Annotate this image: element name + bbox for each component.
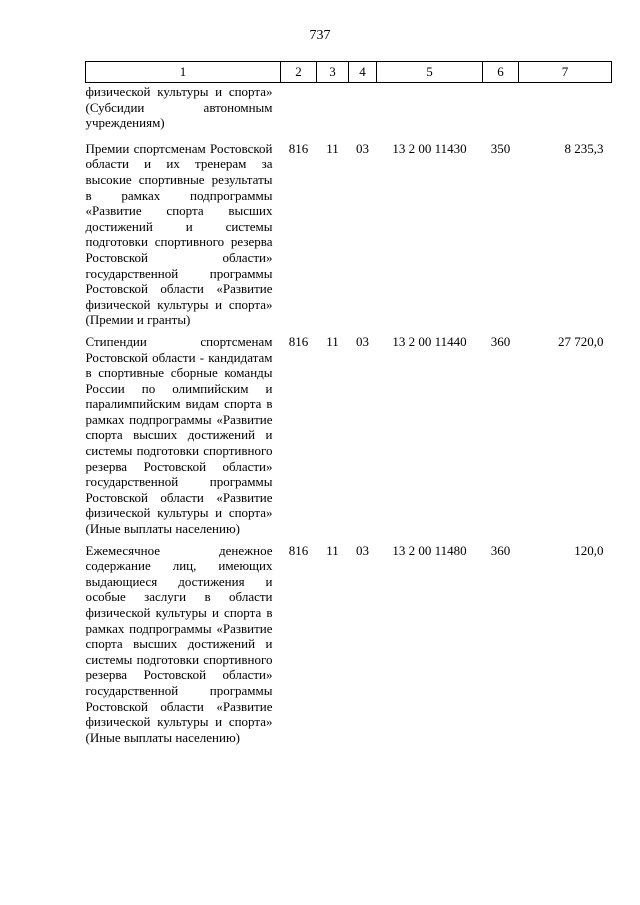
row-ministry-code xyxy=(281,83,317,139)
row-target-article xyxy=(377,83,483,139)
row-section xyxy=(317,83,349,139)
row-description: Ежемесячное денежное содержание лиц, имеющих выдающиеся достижения и особые заслуги в области физической культуры и спорта в рамках подпрограммы «Развитие спорта высших достижений и системы подготовки спортивного резерва Ростовской области» государственной программы Ростовской области «Развитие физической культуры и спорта» (Иные выплаты населению) xyxy=(85,542,273,745)
table-row xyxy=(86,83,612,139)
header-col-1: 1 xyxy=(86,62,281,83)
row-amount: 27 720,0 xyxy=(558,333,604,349)
row-amount xyxy=(519,83,612,139)
row-target-article: 13 2 00 11440 xyxy=(392,333,467,349)
row-section: 11 xyxy=(326,333,339,349)
header-row xyxy=(86,62,612,83)
table-header xyxy=(86,62,612,83)
row-amount: 8 235,3 xyxy=(564,140,604,156)
row-expense-type: 360 xyxy=(490,333,511,349)
header-col-4: 4 xyxy=(349,62,377,83)
row-section: 11 xyxy=(326,140,339,156)
row-subsection: 03 xyxy=(356,140,369,156)
header-col-7: 7 xyxy=(519,62,612,83)
table-row xyxy=(86,139,612,332)
header-col-2: 2 xyxy=(281,62,317,83)
header-col-6: 6 xyxy=(483,62,519,83)
table-row xyxy=(86,541,612,750)
page-number: 737 xyxy=(309,28,331,43)
row-expense-type: 360 xyxy=(490,542,511,558)
row-ministry-code: 816 xyxy=(288,542,309,558)
row-target-article: 13 2 00 11430 xyxy=(392,140,467,156)
row-section: 11 xyxy=(326,542,339,558)
row-ministry-code: 816 xyxy=(288,333,309,349)
budget-table xyxy=(85,61,612,749)
row-amount: 120,0 xyxy=(574,542,604,558)
row-ministry-code: 816 xyxy=(288,140,309,156)
header-col-3: 3 xyxy=(317,62,349,83)
table-body xyxy=(86,83,612,750)
row-subsection xyxy=(349,83,377,139)
row-expense-type: 350 xyxy=(490,140,511,156)
row-description: физической культуры и спорта» (Субсидии автономным учреждениям) xyxy=(85,84,273,131)
row-description: Стипендии спортсменам Ростовской области - кандидатам в спортивные сборные команды России по олимпийским и паралимпийским видам спорта в рамках подпрограммы «Развитие спорта высших достижений и системы подготовки спортивного резерва Ростовской области» государственной программы Ростовской области «Развитие физической культуры и спорта» (Иные выплаты населению) xyxy=(85,333,273,537)
table-row xyxy=(86,332,612,541)
row-expense-type xyxy=(483,83,519,139)
header-col-5: 5 xyxy=(377,62,483,83)
row-subsection: 03 xyxy=(356,333,369,349)
row-description: Премии спортсменам Ростовской области и их тренерам за высокие спортивные результаты в рамках подпрограммы «Развитие спорта высших достижений и системы подготовки спортивного резерва Ростовской области» государственной программы Ростовской области «Развитие физической культуры и спорта» (Премии и гранты) xyxy=(85,140,273,328)
row-subsection: 03 xyxy=(356,542,369,558)
row-target-article: 13 2 00 11480 xyxy=(392,542,467,558)
